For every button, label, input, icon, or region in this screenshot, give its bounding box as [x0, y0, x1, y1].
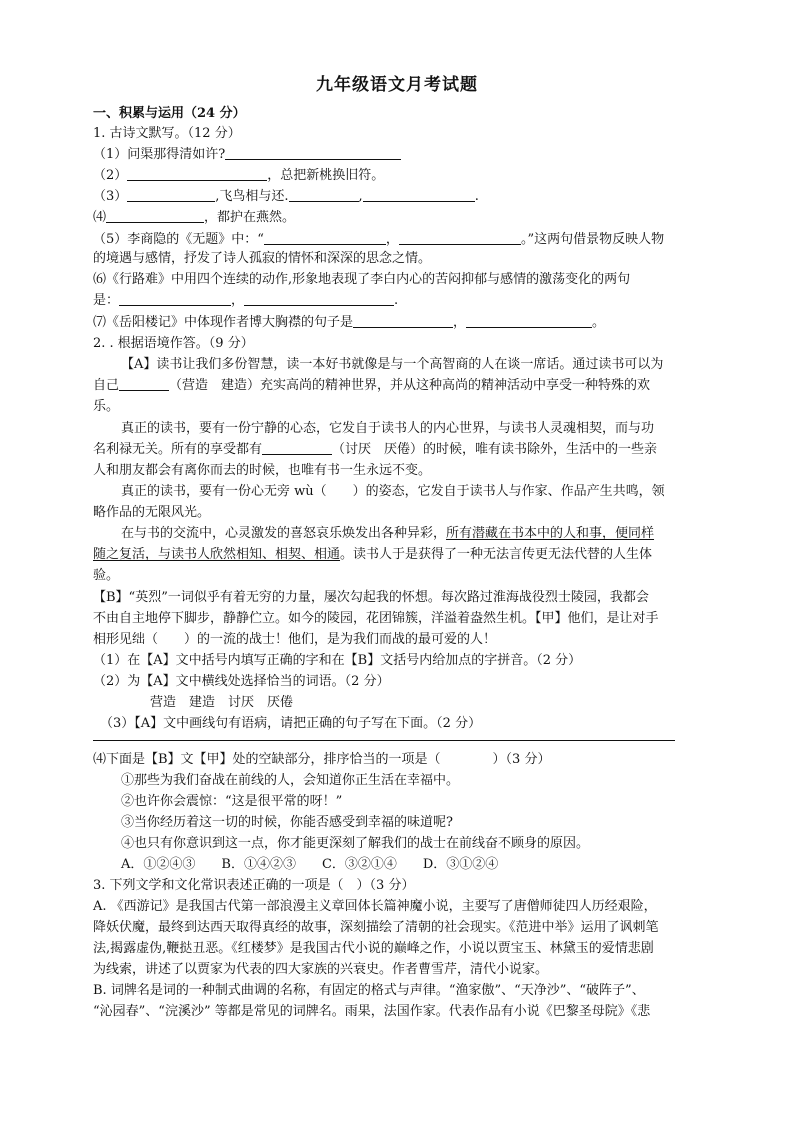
word-options: 营造 建造 讨厌 厌倦	[150, 695, 294, 710]
answer-blank[interactable]	[127, 188, 215, 202]
q3-option-a-line-1: A. 《西游记》是我国古代第一部浪漫主义章回体长篇神魔小说，主要写了唐僧师徒四人历经艰险，	[93, 899, 657, 914]
q1-line-6-answer	[93, 291, 703, 310]
q3-option-a-line-2: 降妖伏魔，最终到达西天取得真经的故事，深刻描绘了清朝的社会现实。《范进中举》运用了讽刺笔	[93, 920, 659, 935]
sentence-option-2: ②也许你会震惊：“这是很平常的呀！”	[121, 794, 343, 809]
answer-blank[interactable]	[466, 314, 592, 328]
answer-choices: A．①②④③ B．①④②③ C．③②①④ D．③①②④	[121, 857, 499, 872]
passage-a-para-3-line-1: 真正的读书，要有一份心无旁 wù（ ）的姿态，它发自于读书人与作家、作品产生共鸣，领	[121, 484, 665, 499]
passage-b-line-2: 不由自主地停下脚步，静静伫立。如今的陵园，花团锦簇，洋溢着盎然生机。【甲】他们，是让对手	[93, 611, 659, 626]
subquestion-2: （2）为【A】文中横线处选择恰当的词语。（2 分）	[93, 674, 390, 689]
q1-line-2-prefix: （2）	[93, 168, 128, 183]
q1-line-2	[93, 166, 703, 185]
answer-blank[interactable]	[262, 441, 332, 455]
passage-a-para-2-line-2	[93, 440, 703, 459]
subquestion-4: ⑷下面是【B】文【甲】处的空缺部分，排序恰当的一项是（ ）（3 分）	[93, 752, 551, 767]
q3-option-b-line-2: “沁园春”、“浣溪沙” 等都是常见的词牌名。雨果，法国作家。代表作品有小说《巴黎圣母院》《悲	[93, 1004, 651, 1019]
question-1-heading: 1. 古诗文默写。（12 分）	[93, 126, 241, 141]
answer-blank[interactable]	[244, 292, 394, 306]
q1-line-5-text: 。”这两句借景物反映人物	[520, 232, 665, 247]
question-2-heading: 2. . 根据语境作答。（9 分）	[93, 336, 254, 351]
answer-line[interactable]	[93, 740, 675, 741]
q3-option-a-line-4: 为线索，讲述了以贾家为代表的四大家族的兴衰史。作者曹雪芹，清代小说家。	[93, 962, 549, 977]
passage-a-line-2	[93, 376, 703, 395]
q1-line-7-text: ⑺《岳阳楼记》中体现作者博大胸襟的句子是	[93, 315, 354, 330]
q1-line-6-comma: ，	[231, 293, 245, 308]
q1-line-5-prefix: （5）李商隐的《无题》中：“	[93, 232, 264, 247]
passage-a-text: （讨厌 厌倦）的时候，唯有读书除外，生活中的一些亲	[332, 442, 658, 457]
passage-a-line-3: 乐。	[93, 399, 120, 414]
passage-a-para-4-line-3: 验。	[93, 568, 120, 583]
page-title: 九年级语文月考试题	[316, 75, 478, 95]
q1-line-3	[93, 187, 703, 206]
q1-line-3-comma: ,	[358, 189, 363, 204]
answer-blank[interactable]	[127, 167, 267, 181]
subquestion-1: （1）在【A】文中括号内填写正确的字和在【B】文括号内给加点的字拼音。（2 分）	[93, 653, 582, 668]
passage-a-text: 自己	[93, 378, 120, 393]
section-heading: 一、积累与运用（24 分）	[93, 106, 246, 121]
passage-b-line-3: 相形见绌（ ）的一流的战士！他们，是为我们而战的最可爱的人！	[93, 632, 497, 647]
q1-line-7	[93, 313, 703, 332]
q1-line-4-prefix: ⑷	[93, 210, 107, 225]
q1-line-4	[93, 208, 703, 227]
answer-blank[interactable]	[106, 209, 204, 223]
answer-blank[interactable]	[119, 292, 231, 306]
q1-line-6-prefix: 是：	[93, 293, 120, 308]
passage-a-para-4-line-1	[121, 524, 731, 543]
q1-line-6-period: .	[394, 293, 399, 308]
passage-a-text: 名利禄无关。所有的享受都有	[93, 442, 263, 457]
q3-option-b-line-1: B. 词牌名是词的一种制式曲调的名称，有固定的格式与声律。“渔家傲”、“天净沙”、“破阵子”、	[93, 983, 645, 998]
passage-a-text: 在与书的交流中，心灵激发的喜怒哀乐焕发出各种异彩，	[121, 526, 447, 541]
underlined-sentence: 随之复活，与读书人欣然相知、相契、相通	[93, 547, 341, 562]
q1-line-3-prefix: （3）	[93, 189, 128, 204]
answer-blank[interactable]	[119, 377, 169, 391]
sentence-option-4: ④也只有你意识到这一点，你才能更深刻了解我们的战士在前线奋不顾身的原因。	[121, 836, 590, 851]
answer-blank[interactable]	[399, 231, 521, 245]
underlined-sentence: 所有潜藏在书本中的人和事，便同样	[446, 526, 655, 541]
q1-line-3-text: ,飞鸟相与还.	[215, 189, 289, 204]
answer-blank[interactable]	[289, 188, 359, 202]
passage-b-line-1: 【B】“英烈”一词似乎有着无穷的力量，屡次勾起我的怀想。每次路过淮海战役烈士陵园，我都会	[93, 590, 649, 605]
q1-line-5-continued: 的境遇与感情，抒发了诗人孤寂的情怀和深深的思念之情。	[93, 251, 432, 266]
sentence-option-1: ①那些为我们奋战在前线的人，会知道你正生活在幸福中。	[121, 773, 460, 788]
subquestion-3: （3）【A】文中画线句有语病，请把正确的句子写在下面。（2 分）	[100, 716, 482, 731]
sentence-option-3: ③当你经历着这一切的时候，你能否感受到幸福的味道呢?	[121, 815, 453, 830]
passage-a-para-2-line-3: 人和朋友都会有离你而去的时候，也唯有书一生永远不变。	[93, 463, 432, 478]
q1-line-5-comma: ，	[385, 232, 399, 247]
q1-line-4-text: ，都护在燕然。	[204, 210, 296, 225]
q1-line-5	[93, 230, 703, 249]
passage-a-text: （营造 建造）充实高尚的精神世界，并从这种高尚的精神活动中享受一种特殊的欢	[169, 378, 651, 393]
passage-a-line-1: 【A】读书让我们多份智慧，读一本好书就像是与一个高智商的人在谈一席话。通过读书可以为	[121, 357, 664, 372]
passage-a-para-3-line-2: 略作品的无限风光。	[93, 505, 211, 520]
q1-line-7-period: 。	[592, 315, 606, 330]
question-3-heading: 3. 下列文学和文化常识表述正确的一项是（ ）（3 分）	[93, 878, 415, 893]
q1-line-6: ⑹《行路难》中用四个连续的动作,形象地表现了李白内心的苦闷抑郁与感情的激荡变化的两句	[93, 272, 631, 287]
answer-blank[interactable]	[225, 146, 401, 160]
passage-a-para-2-line-1: 真正的读书，要有一份宁静的心态，它发自于读书人的内心世界，与读书人灵魂相契，而与功	[121, 421, 655, 436]
answer-blank[interactable]	[264, 231, 386, 245]
q1-line-1-text: （1）问渠那得清如许?	[93, 147, 226, 162]
q1-line-1	[93, 145, 703, 164]
q1-line-7-comma: ，	[453, 315, 467, 330]
answer-blank[interactable]	[363, 188, 475, 202]
q1-line-3-period: .	[474, 189, 479, 204]
q1-line-2-text: ，总把新桃换旧符。	[267, 168, 385, 183]
passage-a-para-4-line-2	[93, 545, 703, 564]
q3-option-a-line-3: 法,揭露虚伪,鞭挞丑恶。《红楼梦》是我国古代小说的巅峰之作，小说以贾宝玉、林黛玉的爱情悲剧	[93, 941, 654, 956]
passage-a-text: 。读书人于是获得了一种无法言传更无法代替的人生体	[340, 547, 653, 562]
answer-blank[interactable]	[353, 314, 453, 328]
